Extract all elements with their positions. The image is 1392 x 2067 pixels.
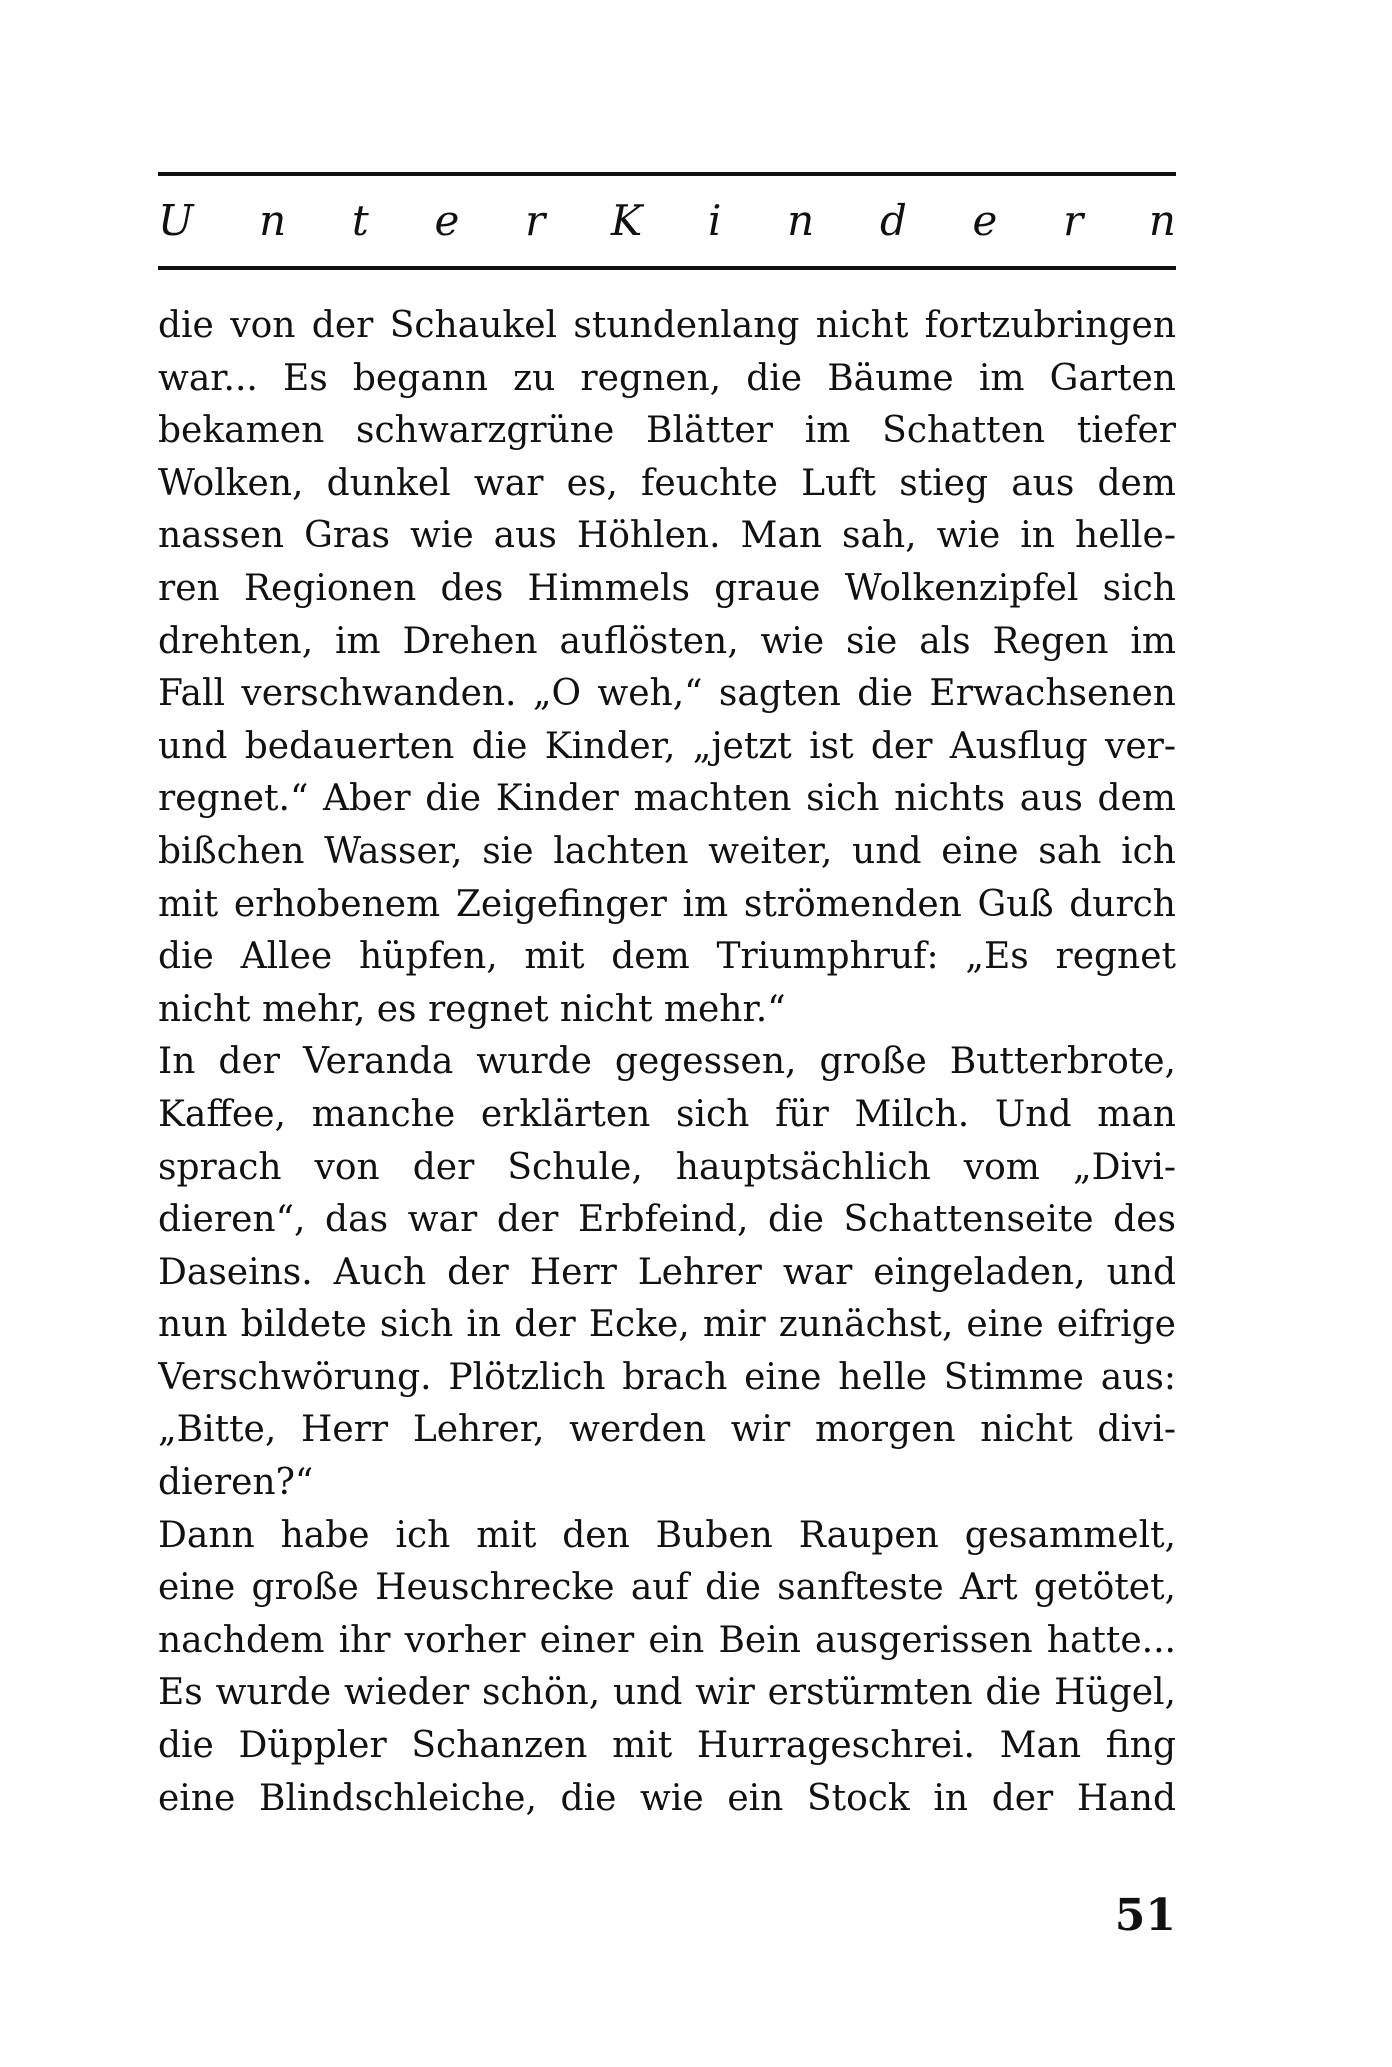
text-line: dieren“, das war der Erbfeind, die Schattenseite des	[158, 1199, 1176, 1241]
running-head-letter: r	[525, 195, 546, 245]
text-line: drehten, im Drehen auflösten, wie sie als Regen im	[158, 620, 1176, 662]
text-line: die Allee hüpfen, mit dem Triumphruf: „Es regnet	[158, 936, 1176, 978]
text-line: bißchen Wasser, sie lachten weiter, und eine sah ich	[158, 830, 1176, 872]
header-rule-bottom	[158, 266, 1176, 270]
text-line: Kaffee, manche erklärten sich für Milch. Und man	[158, 1093, 1176, 1135]
running-head-letter: n	[259, 195, 287, 245]
text-line: Verschwörung. Plötzlich brach eine helle Stimme aus:	[158, 1356, 1176, 1398]
running-head	[158, 188, 1176, 252]
text-line: nassen Gras wie aus Höhlen. Man sah, wie in helle-	[158, 515, 1176, 557]
text-line: Wolken, dunkel war es, feuchte Luft stieg aus dem	[158, 462, 1176, 504]
text-line: Fall verschwanden. „O weh,“ sagten die Erwachsenen	[158, 673, 1176, 715]
text-line: war... Es begann zu regnen, die Bäume im Garten	[158, 357, 1176, 399]
text-line: „Bitte, Herr Lehrer, werden wir morgen nicht divi-	[158, 1409, 1176, 1451]
text-line: regnet.“ Aber die Kinder machten sich nichts aus dem	[158, 778, 1176, 820]
text-line: mit erhobenem Zeigefinger im strömenden Guß durch	[158, 883, 1176, 925]
text-line: In der Veranda wurde gegessen, große Butterbrote,	[158, 1041, 1176, 1083]
text-line: bekamen schwarzgrüne Blätter im Schatten tiefer	[158, 410, 1176, 452]
text-line: nicht mehr, es regnet nicht mehr.“	[158, 988, 786, 1030]
running-head-letter: d	[879, 195, 907, 245]
running-head-letter: t	[351, 195, 369, 245]
text-line: Es wurde wieder schön, und wir erstürmten die Hügel,	[158, 1672, 1176, 1714]
running-head-letter: n	[787, 195, 815, 245]
text-line: Dann habe ich mit den Buben Raupen gesammelt,	[158, 1514, 1176, 1556]
text-line: eine große Heuschrecke auf die sanfteste Art getötet,	[158, 1567, 1176, 1609]
body-text	[158, 300, 1176, 1825]
running-head-letter: e	[434, 195, 460, 245]
text-line: ren Regionen des Himmels graue Wolkenzipfel sich	[158, 567, 1176, 609]
text-line: nachdem ihr vorher einer ein Bein ausgerissen hatte...	[158, 1619, 1176, 1661]
text-line: sprach von der Schule, hauptsächlich vom „Divi-	[158, 1146, 1176, 1188]
running-head-letter: r	[1063, 195, 1084, 245]
running-head-letter: i	[708, 195, 722, 245]
text-line: eine Blindschleiche, die wie ein Stock in der Hand	[158, 1777, 1176, 1819]
text-line: die von der Schaukel stundenlang nicht fortzubringen	[158, 305, 1176, 346]
text-line: die Düppler Schanzen mit Hurrageschrei. Man fing	[158, 1725, 1176, 1767]
running-head-letter: n	[1148, 195, 1176, 245]
running-head-letter: K	[610, 195, 643, 245]
text-line: und bedauerten die Kinder, „jetzt ist der Ausflug ver-	[158, 725, 1176, 767]
text-line: nun bildete sich in der Ecke, mir zunächst, eine eifrige	[158, 1304, 1176, 1346]
text-line: dieren?“	[158, 1462, 314, 1504]
header-rule-top	[158, 172, 1176, 176]
running-head-letter: U	[158, 195, 194, 245]
text-line: Daseins. Auch der Herr Lehrer war eingeladen, und	[158, 1251, 1176, 1293]
page-number: 51	[1114, 1890, 1176, 1941]
running-head-letter: e	[972, 195, 998, 245]
